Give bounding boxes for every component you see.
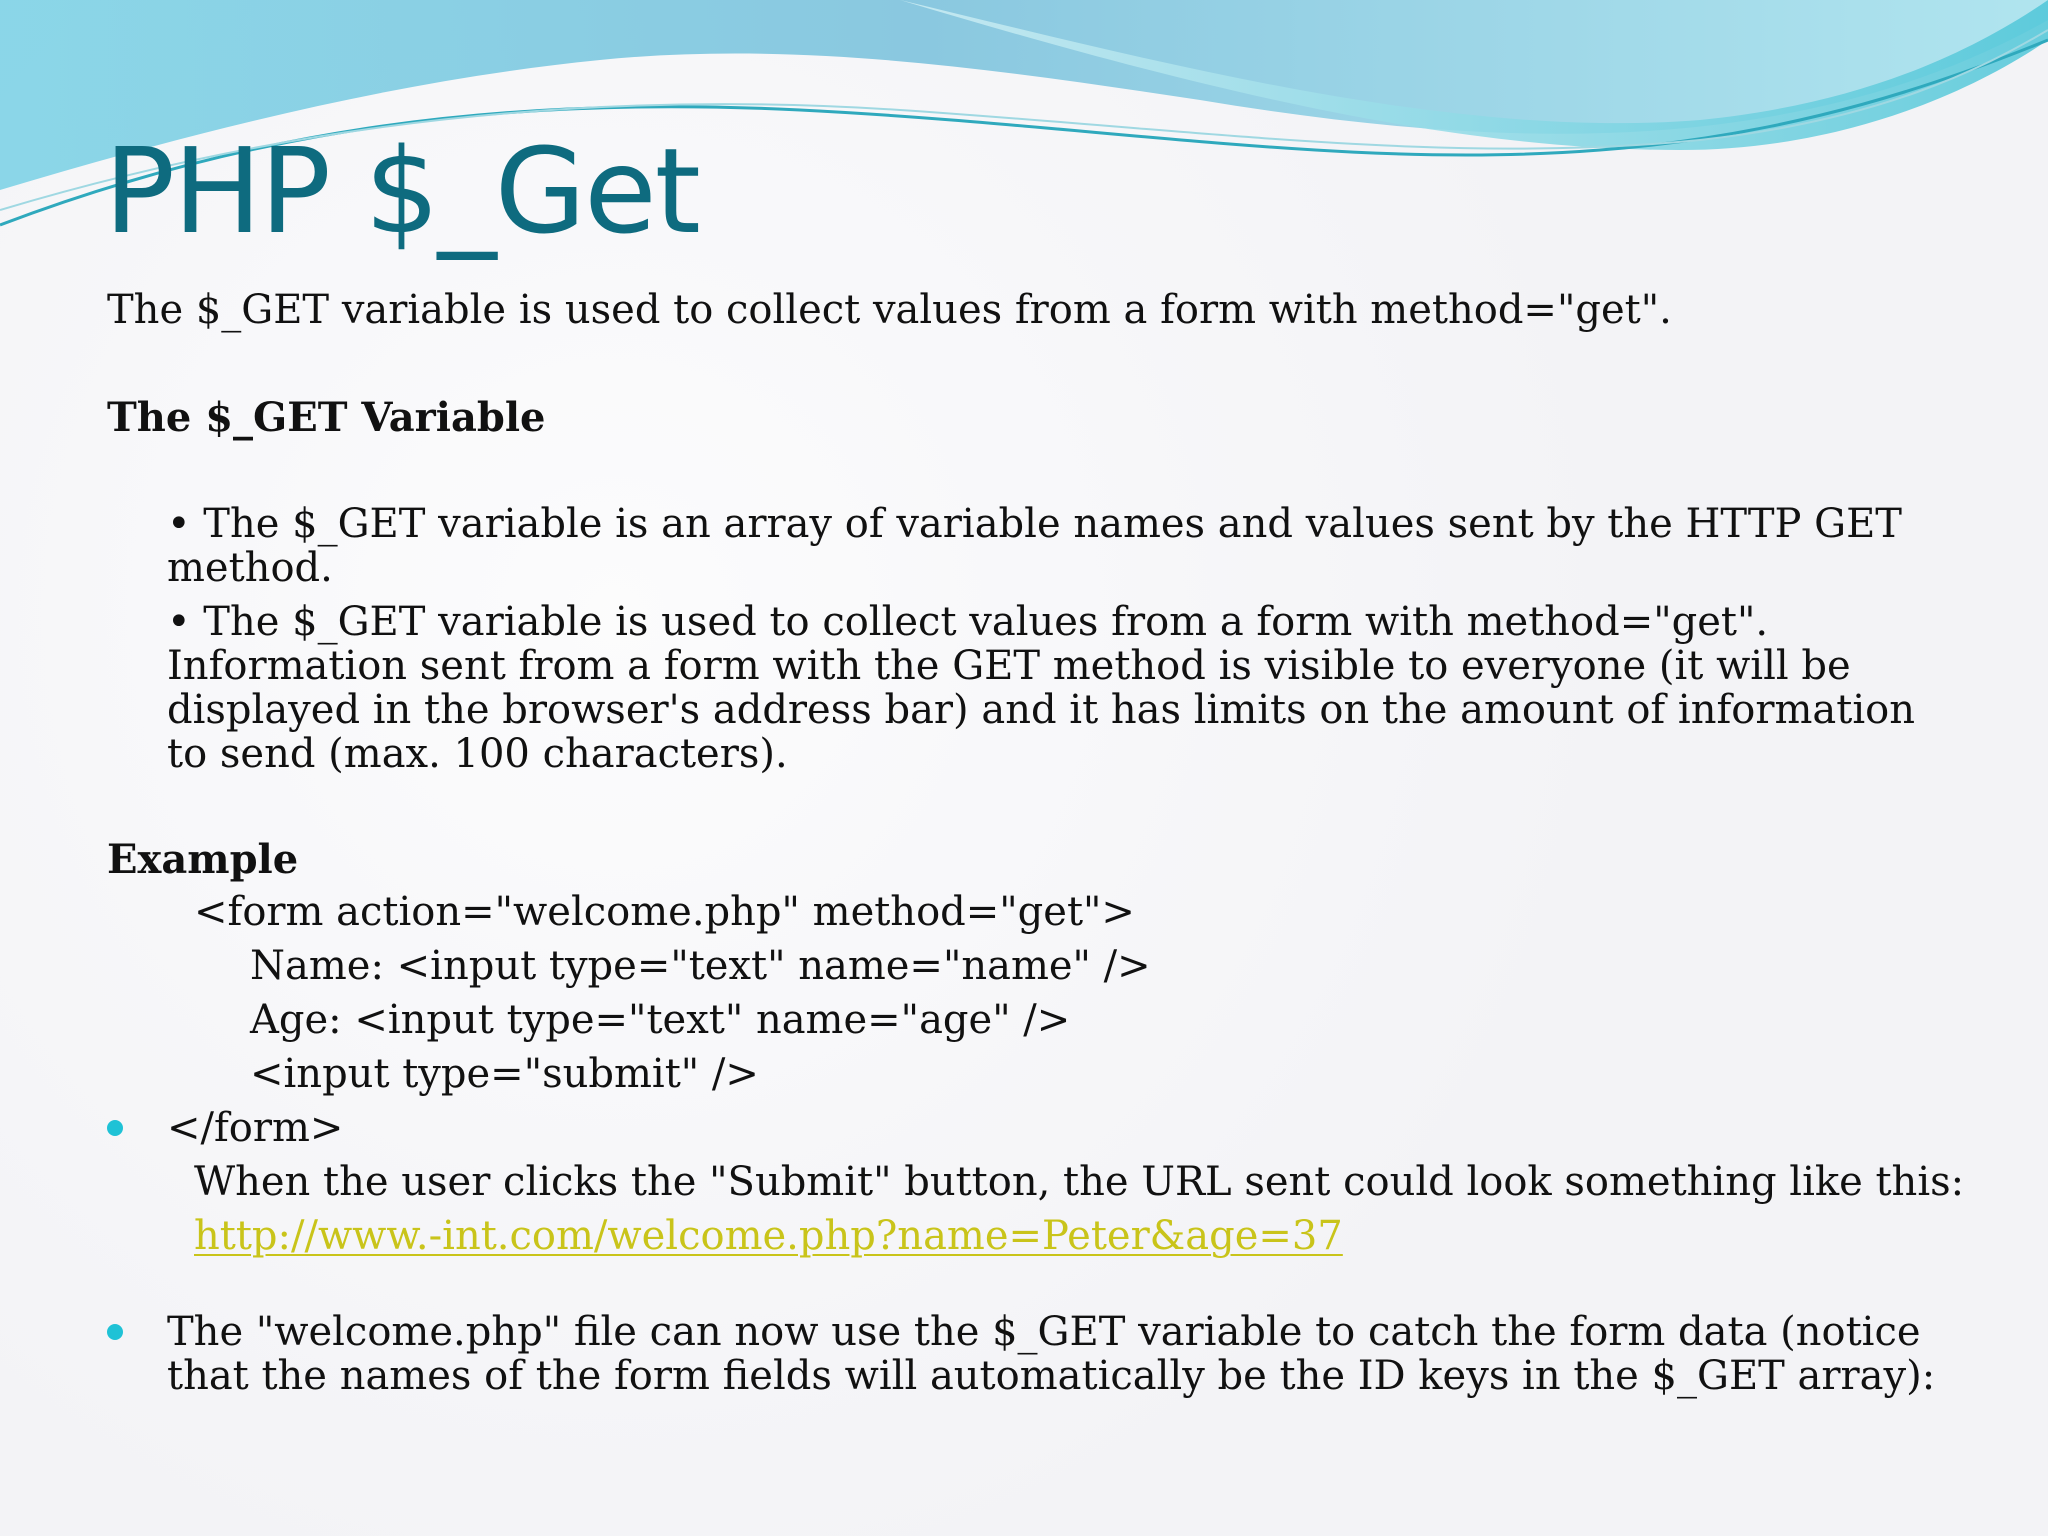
example-url-link[interactable]: http://www.-int.com/welcome.php?name=Peter&age=37 [194,1213,1343,1259]
bullet-form-close [107,1106,1967,1150]
heading-example: Example [107,836,299,883]
code-form-open: <form action="welcome.php" method="get"> [194,889,1135,935]
code-age-input: Age: <input type="text" name="age" /> [250,997,1071,1043]
code-form-close: </form> [167,1105,344,1151]
code-submit-input: <input type="submit" /> [250,1051,759,1097]
sub-list [167,502,1967,776]
sub-item-collect: • The $_GET variable is used to collect values from a form with method="get". Information sent from a form with the GET method is visible to everyone (it will be displayed in the browser's address bar) and it has limits on the amount of information to send (max. 100 characters). [167,599,1915,777]
example-url-line [194,1214,1967,1258]
intro-text: The $_GET variable is used to collect values from a form with method="get". [107,287,1672,333]
sub-item-array: • The $_GET variable is an array of variable names and values sent by the HTTP GET method. [167,501,1902,591]
bullet-dot-icon [107,1324,123,1340]
slide-body [107,288,1967,1398]
heading-get-variable: The $_GET Variable [107,394,546,441]
bullet-final [107,1310,1967,1398]
final-bullet-text: The "welcome.php" file can now use the $_GET variable to catch the form data (notice that the names of the form fields will automatically be the ID keys in the $_GET array): [167,1309,1936,1399]
slide-title: PHP $_Get [104,122,699,260]
code-name-input: Name: <input type="text" name="name" /> [250,943,1151,989]
bullet-dot-icon [107,1120,123,1136]
submit-sentence: When the user clicks the "Submit" button, the URL sent could look something like this: [194,1159,1965,1205]
